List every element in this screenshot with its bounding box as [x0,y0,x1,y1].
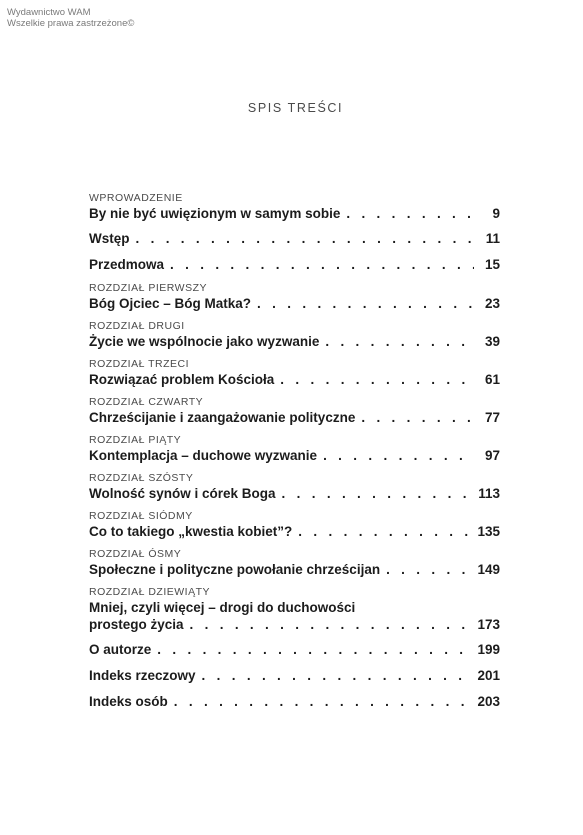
toc-entry-chapter-9[interactable] [89,586,500,633]
entry-label: ROZDZIAŁ ÓSMY [89,548,182,560]
dot-leader [190,616,474,633]
toc-entry-subject-index[interactable] [89,667,500,684]
dot-leader [202,667,474,684]
toc-title: SPIS TREŚCI [247,101,344,115]
page-number: 149 [477,562,500,577]
entry-title: Przedmowa [89,257,165,272]
page-number: 9 [492,206,500,221]
dot-leader [346,205,474,222]
entry-label: ROZDZIAŁ PIERWSZY [89,282,207,294]
toc-entry-chapter-2[interactable] [89,320,500,350]
toc-entry-about-author[interactable] [89,641,500,658]
page-number: 61 [484,372,500,387]
entry-title-line-1: Mniej, czyli więcej – drogi do duchowości [89,600,356,615]
entry-title: Życie we wspólnocie jako wyzwanie [89,334,320,349]
page-number: 173 [477,617,500,632]
entry-title: prostego życia [89,617,184,632]
toc-entry-name-index[interactable] [89,693,500,710]
entry-label: ROZDZIAŁ SZÓSTY [89,472,194,484]
entry-title: Rozwiązać problem Kościoła [89,372,275,387]
entry-label: ROZDZIAŁ CZWARTY [89,396,204,408]
page-number: 15 [484,257,500,272]
publisher-header [7,7,134,29]
entry-label: ROZDZIAŁ SIÓDMY [89,510,193,522]
table-of-contents [89,192,500,719]
rights-notice: Wszelkie prawa zastrzeżone© [7,18,135,29]
page-number: 199 [477,642,500,657]
entry-title: Społeczne i polityczne powołanie chrześcijan [89,562,381,577]
dot-leader [174,693,474,710]
dot-leader [325,333,474,350]
toc-entry-chapter-6[interactable] [89,472,500,502]
entry-title: Wolność synów i córek Boga [89,486,276,501]
dot-leader [282,485,474,502]
entry-title: Bóg Ojciec – Bóg Matka? [89,296,252,311]
toc-entry-wstep[interactable] [89,230,500,247]
entry-title: Indeks osób [89,694,168,709]
entry-label: WPROWADZENIE [89,192,183,204]
dot-leader [157,641,473,658]
page-number: 77 [484,410,500,425]
entry-label: ROZDZIAŁ TRZECI [89,358,190,370]
toc-entry-chapter-8[interactable] [89,548,500,578]
page-number: 11 [485,231,500,246]
dot-leader [280,371,474,388]
dot-leader [257,295,474,312]
entry-label: ROZDZIAŁ PIĄTY [89,434,182,446]
entry-title: Indeks rzeczowy [89,668,196,683]
toc-entry-chapter-7[interactable] [89,510,500,540]
entry-title: Kontemplacja – duchowe wyzwanie [89,448,318,463]
toc-entry-chapter-5[interactable] [89,434,500,464]
page-number: 135 [477,524,500,539]
entry-title: Co to takiego „kwestia kobiet”? [89,524,293,539]
toc-entry-chapter-4[interactable] [89,396,500,426]
page-number: 201 [477,668,500,683]
dot-leader [361,409,474,426]
dot-leader [298,523,473,540]
entry-title: Chrześcijanie i zaangażowanie polityczne [89,410,356,425]
toc-entry-chapter-1[interactable] [89,282,500,312]
entry-title: Wstęp [89,231,130,246]
toc-entry-chapter-3[interactable] [89,358,500,388]
toc-entry-przedmowa[interactable] [89,256,500,273]
entry-title: O autorze [89,642,152,657]
entry-label: ROZDZIAŁ DZIEWIĄTY [89,586,211,598]
dot-leader [386,561,473,578]
entry-label: ROZDZIAŁ DRUGI [89,320,185,332]
publisher-name: Wydawnictwo WAM [7,7,91,18]
page-number: 39 [484,334,500,349]
page-number: 23 [484,296,500,311]
page-number: 97 [484,448,500,463]
page-number: 113 [478,486,500,501]
dot-leader [323,447,474,464]
dot-leader [136,230,475,247]
toc-entry-introduction[interactable] [89,192,500,222]
dot-leader [170,256,474,273]
entry-title: By nie być uwięzionym w samym sobie [89,206,341,221]
page-number: 203 [477,694,500,709]
